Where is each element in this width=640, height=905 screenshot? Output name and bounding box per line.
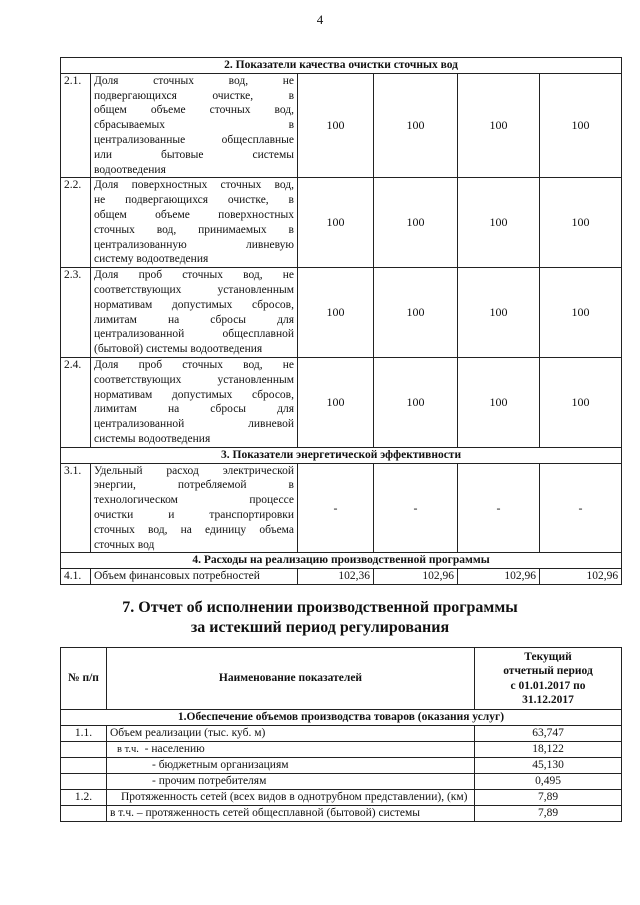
table-row: - бюджетным организациям 45,130 <box>61 758 622 774</box>
page-number: 4 <box>316 12 324 27</box>
section-header: 4. Расходы на реализацию производственной программы <box>61 553 622 569</box>
table-row: 2.3. Доля проб сточных вод, не соответствующих установленным нормативам допустимых сбросов, лимитам на сбросы для централизованной общесплавной (бытовой) системы водоотведения 100 100 100 100 <box>61 268 622 358</box>
row-description: Удельный расход электрической энергии, потребляемой в технологическом процессе очистки и транспортировки сточных вод, на единицу объема сточных вод <box>91 463 298 553</box>
table-row: 2.1. Доля сточных вод, не подвергающихся очистке, в общем объеме сточных вод, сбрасываемых в централизованные общесплавные или бытовые системы водоотведения 100 100 100 100 <box>61 73 622 178</box>
section-header: 2. Показатели качества очистки сточных вод <box>61 58 622 74</box>
row-description: Доля поверхностных сточных вод, не подвергающихся очистке, в общем объеме поверхностных сточных вод, принимаемых в централизованную ливневую систему водоотведения <box>91 178 298 268</box>
table-row: 2.2. Доля поверхностных сточных вод, не подвергающихся очистке, в общем объеме поверхностных сточных вод, принимаемых в централизованную ливневую систему водоотведения 100 100 100 100 <box>61 178 622 268</box>
quality-indicators-table <box>60 57 622 585</box>
section-heading: 7. Отчет об исполнении производственной программы за истекший период регулирования <box>122 599 518 636</box>
period-header: Текущий отчетный период с 01.01.2017 по 31.12.2017 <box>475 648 622 710</box>
table-row: в т.ч. – протяженность сетей общесплавной (бытовой) системы 7,89 <box>61 805 622 821</box>
row-description: Доля проб сточных вод, не соответствующих установленным нормативам допустимых сбросов, лимитам на сбросы для централизованной ливневой системы водоотведения <box>91 357 298 447</box>
table-row: 1.2. Протяженность сетей (всех видов в однотрубном представлении), (км) 7,89 <box>61 789 622 805</box>
table-row: 1.1. Объем реализации (тыс. куб. м) 63,747 <box>61 725 622 741</box>
row-description: Доля проб сточных вод, не соответствующих установленным нормативам допустимых сбросов, лимитам на сбросы для централизованной общесплавной (бытовой) системы водоотведения <box>91 268 298 358</box>
section-header: 3. Показатели энергетической эффективности <box>61 447 622 463</box>
section-header: 1.Обеспечение объемов производства товаров (оказания услуг) <box>61 710 622 726</box>
row-description: Доля сточных вод, не подвергающихся очистке, в общем объеме сточных вод, сбрасываемых в централизованные общесплавные или бытовые системы водоотведения <box>91 73 298 178</box>
table-row: 4.1. Объем финансовых потребностей 102,36 102,96 102,96 102,96 <box>61 569 622 585</box>
table-row: 2.4. Доля проб сточных вод, не соответствующих установленным нормативам допустимых сбросов, лимитам на сбросы для централизованной ливневой системы водоотведения 100 100 100 100 <box>61 357 622 447</box>
table-row: в т.ч. - населению 18,122 <box>61 741 622 758</box>
table-row: 3.1. Удельный расход электрической энергии, потребляемой в технологическом процессе очистки и транспортировки сточных вод, на единицу объема сточных вод - - - - <box>61 463 622 553</box>
table-header: № п/п Наименование показателей Текущий отчетный период с 01.01.2017 по 31.12.2017 <box>61 648 622 710</box>
table-row: - прочим потребителям 0,495 <box>61 774 622 790</box>
program-execution-report-table <box>60 647 622 822</box>
